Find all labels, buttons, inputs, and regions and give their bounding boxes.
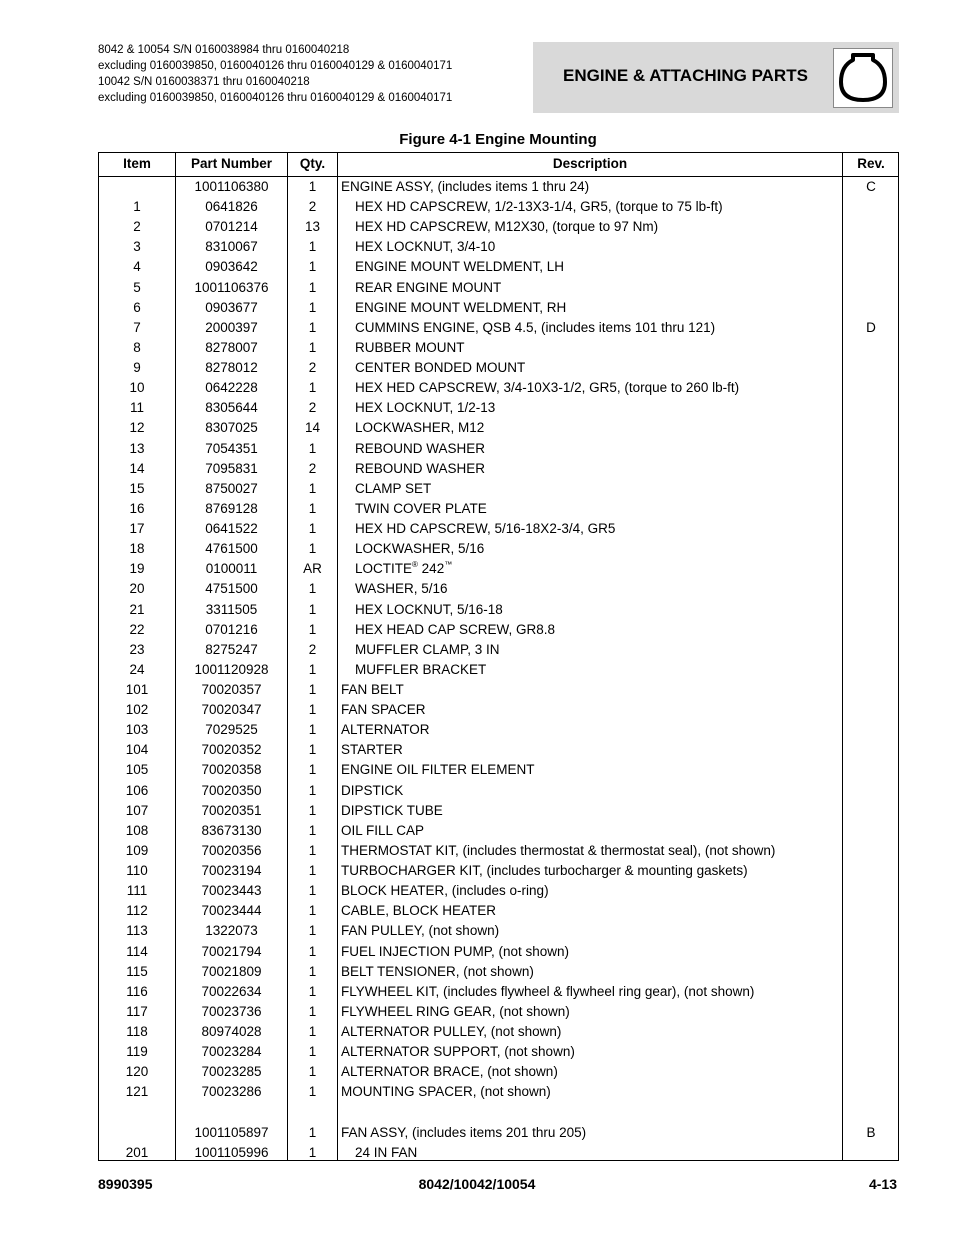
item-cell: 201 [125, 1144, 149, 1160]
item-cell: 102 [125, 702, 149, 718]
table-row [99, 318, 898, 338]
item-cell: 19 [129, 561, 145, 577]
description-cell: LOCKWASHER, M12 [355, 420, 485, 436]
model-serial-line: 10042 S/N 0160038371 thru 0160040218 [98, 76, 310, 88]
part-number-cell: 70023286 [201, 1084, 262, 1100]
table-row [99, 559, 898, 579]
part-number-cell: 0903642 [205, 259, 258, 275]
part-number-cell: 0641522 [205, 521, 258, 537]
qty-cell: 1 [308, 722, 317, 738]
part-number-cell: 70022634 [201, 983, 262, 999]
item-cell: 3 [133, 239, 141, 255]
item-cell: 16 [129, 500, 145, 516]
description-cell: ALTERNATOR BRACE, (not shown) [341, 1064, 558, 1080]
description-cell: ALTERNATOR PULLEY, (not shown) [341, 1024, 562, 1040]
item-cell: 113 [126, 923, 148, 939]
description-cell: HEX LOCKNUT, 5/16-18 [355, 601, 503, 617]
qty-cell: 2 [308, 641, 317, 657]
item-cell: 20 [129, 581, 145, 597]
qty-cell: 1 [308, 883, 317, 899]
description-cell: REBOUND WASHER [355, 440, 486, 456]
part-number-cell: 8310067 [205, 239, 258, 255]
qty-cell: 1 [308, 682, 317, 697]
qty-cell: 1 [308, 863, 317, 879]
qty-cell: 2 [308, 460, 317, 476]
part-number-cell: 8278012 [205, 360, 258, 376]
part-number-cell: 70023443 [201, 883, 262, 899]
item-cell: 1 [133, 199, 141, 215]
description-cell: CUMMINS ENGINE, QSB 4.5, (includes items 101 thru 121) [355, 319, 716, 335]
table-row [99, 1022, 898, 1042]
table-row [99, 660, 898, 680]
table-row [99, 519, 898, 539]
table-row [99, 982, 898, 1002]
qty-cell: 14 [304, 420, 321, 436]
item-cell: 15 [129, 480, 145, 496]
description-cell: HEX HED CAPSCREW, 3/4-10X3-1/2, GR5, (torque to 260 lb-ft) [355, 380, 740, 396]
description-cell: MUFFLER BRACKET [355, 661, 487, 677]
item-cell: 115 [126, 963, 148, 979]
table-row [99, 217, 898, 237]
item-cell: 11 [129, 400, 144, 416]
table-row [99, 398, 898, 418]
table-row [99, 358, 898, 378]
figure-title: Figure 4-1 Engine Mounting [399, 131, 597, 148]
table-row [99, 901, 898, 921]
item-cell: 118 [126, 1024, 148, 1040]
qty-cell: 1 [308, 1064, 317, 1080]
qty-cell: 1 [308, 903, 317, 919]
table-row [99, 539, 898, 559]
item-cell: 106 [125, 782, 149, 798]
table-row [99, 921, 898, 941]
item-cell: 8 [133, 339, 141, 355]
part-number-cell: 70020358 [201, 762, 262, 778]
qty-cell: 1 [308, 319, 317, 335]
description-cell: TWIN COVER PLATE [355, 500, 487, 516]
table-row [99, 841, 898, 861]
qty-cell: 2 [308, 199, 317, 215]
table-row [99, 459, 898, 479]
description-cell: FUEL INJECTION PUMP, (not shown) [341, 943, 570, 959]
table-row [99, 1042, 898, 1062]
item-cell: 23 [129, 641, 145, 657]
part-number-cell: 4751500 [205, 581, 258, 597]
table-row [99, 1123, 898, 1143]
part-number-cell: 7029525 [205, 722, 258, 738]
item-cell: 22 [129, 621, 145, 637]
column-header-rev: Rev. [857, 156, 885, 171]
qty-cell: 1 [308, 1084, 317, 1100]
rev-cell: D [866, 319, 876, 335]
table-row [99, 1143, 898, 1163]
part-number-cell: 8750027 [205, 480, 258, 496]
table-row [99, 418, 898, 438]
part-number-cell: 1001106376 [194, 279, 269, 295]
part-number-cell: 1322073 [205, 923, 258, 939]
qty-cell: 1 [308, 239, 317, 255]
part-number-cell: 83673130 [201, 822, 262, 838]
qty-cell: 1 [308, 601, 317, 617]
part-number-cell: 70023284 [201, 1044, 262, 1060]
part-number-cell: 7054351 [205, 440, 258, 456]
qty-cell: 1 [308, 842, 317, 858]
table-row [99, 620, 898, 640]
table-row [99, 338, 898, 358]
qty-cell: 1 [308, 782, 317, 798]
qty-cell: 2 [308, 360, 317, 376]
table-row [99, 499, 898, 519]
column-header-qty: Qty. [299, 156, 326, 171]
trademark-mark: ® [412, 560, 418, 570]
description-cell: MUFFLER CLAMP, 3 IN [355, 641, 500, 657]
footer-document-number: 8990395 [98, 1176, 153, 1192]
part-number-cell: 70020351 [201, 802, 262, 818]
model-serial-block [98, 42, 452, 106]
table-row [99, 760, 898, 780]
part-number-cell: 70023736 [201, 1003, 262, 1019]
table-row [99, 640, 898, 660]
description-cell: ENGINE MOUNT WELDMENT, RH [355, 299, 567, 315]
table-row [99, 821, 898, 841]
model-serial-line: excluding 0160039850, 0160040126 thru 0160040129 & 0160040171 [98, 92, 453, 104]
section-title: ENGINE & ATTACHING PARTS [563, 66, 808, 85]
model-serial-line: excluding 0160039850, 0160040126 thru 0160040129 & 0160040171 [98, 60, 453, 72]
item-cell: 112 [126, 903, 148, 919]
qty-cell: 1 [308, 521, 317, 537]
item-cell: 101 [125, 682, 149, 697]
part-number-cell: 8275247 [205, 641, 258, 657]
part-number-cell: 1001120928 [194, 661, 269, 677]
item-cell: 110 [126, 863, 148, 879]
description-cell: FAN BELT [341, 682, 404, 697]
part-number-cell: 0100011 [205, 561, 258, 577]
table-row [99, 237, 898, 257]
table-row [99, 278, 898, 298]
part-number-cell: 3311505 [205, 601, 258, 617]
description-cell: HEX HD CAPSCREW, M12X30, (torque to 97 Nm) [355, 219, 659, 235]
table-row [99, 740, 898, 760]
item-cell: 9 [133, 360, 141, 376]
part-number-cell: 8305644 [205, 400, 258, 416]
item-cell: 13 [129, 440, 145, 456]
part-number-cell: 0701214 [205, 219, 258, 235]
qty-cell: 1 [308, 179, 317, 194]
item-cell: 18 [129, 541, 145, 557]
description-cell: HEX HD CAPSCREW, 1/2-13X3-1/4, GR5, (torque to 75 lb-ft) [355, 199, 723, 215]
table-row [99, 479, 898, 499]
item-cell: 105 [125, 762, 149, 778]
part-number-cell: 70020347 [201, 702, 262, 718]
part-number-cell: 70020356 [201, 842, 262, 858]
table-row [99, 720, 898, 740]
table-row [99, 177, 898, 197]
description-suffix: 242 [417, 561, 445, 577]
description-cell: BLOCK HEATER, (includes o-ring) [341, 883, 549, 899]
item-cell: 111 [126, 883, 148, 899]
qty-cell: 1 [308, 702, 317, 718]
section-header [533, 42, 899, 113]
description-cell: MOUNTING SPACER, (not shown) [341, 1084, 551, 1100]
column-header-description: Description [552, 156, 628, 171]
qty-cell: 1 [308, 621, 317, 637]
description-cell: FLYWHEEL RING GEAR, (not shown) [341, 1003, 570, 1019]
description-cell: DIPSTICK [341, 782, 404, 798]
description-cell: BELT TENSIONER, (not shown) [341, 963, 534, 979]
item-cell: 2 [133, 219, 141, 235]
item-cell: 108 [125, 822, 149, 838]
qty-cell: 1 [308, 923, 317, 939]
item-cell: 5 [133, 279, 141, 295]
description-cell: FLYWHEEL KIT, (includes flywheel & flywheel ring gear), (not shown) [341, 983, 755, 999]
part-number-cell: 0903677 [205, 299, 258, 315]
description-cell: DIPSTICK TUBE [341, 802, 443, 818]
qty-cell: 1 [308, 983, 317, 999]
table-row [99, 1103, 898, 1123]
part-number-cell: 8278007 [205, 339, 258, 355]
description-cell: REAR ENGINE MOUNT [355, 279, 502, 295]
description-cell: CENTER BONDED MOUNT [355, 360, 526, 376]
item-cell: 21 [129, 601, 145, 617]
item-cell: 17 [129, 521, 145, 537]
qty-cell: 1 [308, 480, 317, 496]
item-cell: 4 [133, 259, 141, 275]
part-number-cell: 1001106380 [194, 179, 269, 194]
qty-cell: 13 [304, 219, 321, 235]
part-number-cell: 7095831 [205, 460, 258, 476]
footer-page-number: 4-13 [868, 1176, 897, 1192]
item-cell: 14 [129, 460, 145, 476]
part-number-cell: 70023194 [201, 863, 262, 879]
description-cell: ENGINE MOUNT WELDMENT, LH [355, 259, 565, 275]
description-cell: ALTERNATOR [341, 722, 430, 738]
parts-table [98, 152, 899, 1161]
part-number-cell: 4761500 [205, 541, 258, 557]
table-row [99, 439, 898, 459]
table-row [99, 257, 898, 277]
description-cell: CABLE, BLOCK HEATER [341, 903, 497, 919]
item-cell: 103 [125, 722, 149, 738]
qty-cell: 1 [308, 802, 317, 818]
qty-cell: 1 [308, 541, 317, 557]
item-cell: 24 [129, 661, 145, 677]
item-cell: 12 [129, 420, 145, 436]
table-row [99, 700, 898, 720]
description-cell: CLAMP SET [355, 480, 432, 496]
column-header-part-number: Part Number [190, 156, 273, 171]
table-row [99, 600, 898, 620]
description-cell: STARTER [341, 742, 403, 758]
table-row [99, 298, 898, 318]
qty-cell: 1 [308, 259, 317, 275]
qty-cell: 1 [308, 1144, 317, 1160]
part-number-cell: 0641826 [205, 199, 258, 215]
rev-cell: C [866, 179, 876, 194]
description-cell: ENGINE OIL FILTER ELEMENT [341, 762, 535, 778]
part-number-cell: 70020352 [201, 742, 262, 758]
column-header-item: Item [123, 156, 151, 171]
engine-icon [833, 48, 893, 108]
part-number-cell: 70021809 [201, 963, 262, 979]
part-number-cell: 70020350 [201, 782, 262, 798]
description-cell: HEX HEAD CAP SCREW, GR8.8 [355, 621, 556, 637]
table-row [99, 680, 898, 700]
rev-cell: B [866, 1124, 876, 1140]
part-number-cell: 70023444 [201, 903, 262, 919]
part-number-cell: 70020357 [201, 682, 262, 697]
qty-cell: 1 [308, 339, 317, 355]
qty-cell: 1 [308, 742, 317, 758]
qty-cell: 1 [308, 1044, 317, 1060]
part-number-cell: 0642228 [205, 380, 258, 396]
description-cell: OIL FILL CAP [341, 822, 425, 838]
qty-cell: 1 [308, 1124, 317, 1140]
qty-cell: 1 [308, 279, 317, 295]
qty-cell: 2 [308, 400, 317, 416]
part-number-cell: 70023285 [201, 1064, 262, 1080]
table-row [99, 1062, 898, 1082]
description-cell: ALTERNATOR SUPPORT, (not shown) [341, 1044, 575, 1060]
description-cell: 24 IN FAN [355, 1144, 418, 1160]
table-row [99, 881, 898, 901]
qty-cell: 1 [308, 661, 317, 677]
item-cell: 120 [125, 1064, 149, 1080]
table-header [99, 153, 898, 177]
description-cell: FAN ASSY, (includes items 201 thru 205) [341, 1124, 587, 1140]
item-cell: 107 [125, 802, 149, 818]
table-row [99, 197, 898, 217]
table-row [99, 942, 898, 962]
qty-cell: AR [303, 561, 322, 577]
qty-cell: 1 [308, 581, 317, 597]
qty-cell: 1 [308, 1024, 317, 1040]
item-cell: 7 [133, 319, 141, 335]
table-row [99, 1002, 898, 1022]
description-cell: REBOUND WASHER [355, 460, 486, 476]
item-cell: 116 [126, 983, 148, 999]
item-cell: 114 [126, 943, 148, 959]
item-cell: 10 [129, 380, 145, 396]
part-number-cell: 0701216 [205, 621, 258, 637]
qty-cell: 1 [308, 943, 317, 959]
model-serial-line: 8042 & 10054 S/N 0160038984 thru 0160040218 [98, 44, 350, 56]
description-cell: TURBOCHARGER KIT, (includes turbocharger & mounting gaskets) [341, 863, 748, 879]
description-cell: LOCKWASHER, 5/16 [355, 541, 485, 557]
description-cell: FAN PULLEY, (not shown) [341, 923, 500, 939]
qty-cell: 1 [308, 1003, 317, 1019]
part-number-cell: 80974028 [201, 1024, 262, 1040]
item-cell: 121 [125, 1084, 149, 1100]
table-row [99, 378, 898, 398]
qty-cell: 1 [308, 299, 317, 315]
table-row [99, 861, 898, 881]
part-number-cell: 8769128 [205, 500, 258, 516]
part-number-cell: 2000397 [205, 319, 258, 335]
item-cell: 104 [125, 742, 149, 758]
part-number-cell: 70021794 [201, 943, 262, 959]
qty-cell: 1 [308, 963, 317, 979]
item-cell: 109 [125, 842, 149, 858]
description-cell: LOCTITE® 242™ [355, 560, 453, 577]
description-cell: HEX HD CAPSCREW, 5/16-18X2-3/4, GR5 [355, 521, 616, 537]
item-cell: 6 [133, 299, 141, 315]
part-number-cell: 8307025 [205, 420, 258, 436]
footer-model-numbers: 8042/10042/10054 [418, 1176, 536, 1192]
description-cell: FAN SPACER [341, 702, 426, 718]
qty-cell: 1 [308, 500, 317, 516]
qty-cell: 1 [308, 380, 317, 396]
trademark-mark: ™ [444, 560, 453, 570]
table-row [99, 1082, 898, 1102]
part-number-cell: 1001105897 [194, 1124, 269, 1140]
table-row [99, 781, 898, 801]
table-row [99, 801, 898, 821]
table-row [99, 579, 898, 599]
description-cell: RUBBER MOUNT [355, 339, 465, 355]
qty-cell: 1 [308, 822, 317, 838]
description-cell: HEX LOCKNUT, 3/4-10 [355, 239, 496, 255]
description-cell: HEX LOCKNUT, 1/2-13 [355, 400, 496, 416]
description-cell: THERMOSTAT KIT, (includes thermostat & thermostat seal), (not shown) [341, 842, 776, 858]
item-cell: 117 [126, 1003, 148, 1019]
table-row [99, 962, 898, 982]
item-cell: 119 [126, 1044, 148, 1060]
part-number-cell: 1001105996 [194, 1144, 269, 1160]
qty-cell: 1 [308, 440, 317, 456]
qty-cell: 1 [308, 762, 317, 778]
description-cell: ENGINE ASSY, (includes items 1 thru 24) [341, 179, 590, 194]
description-cell: WASHER, 5/16 [355, 581, 448, 597]
